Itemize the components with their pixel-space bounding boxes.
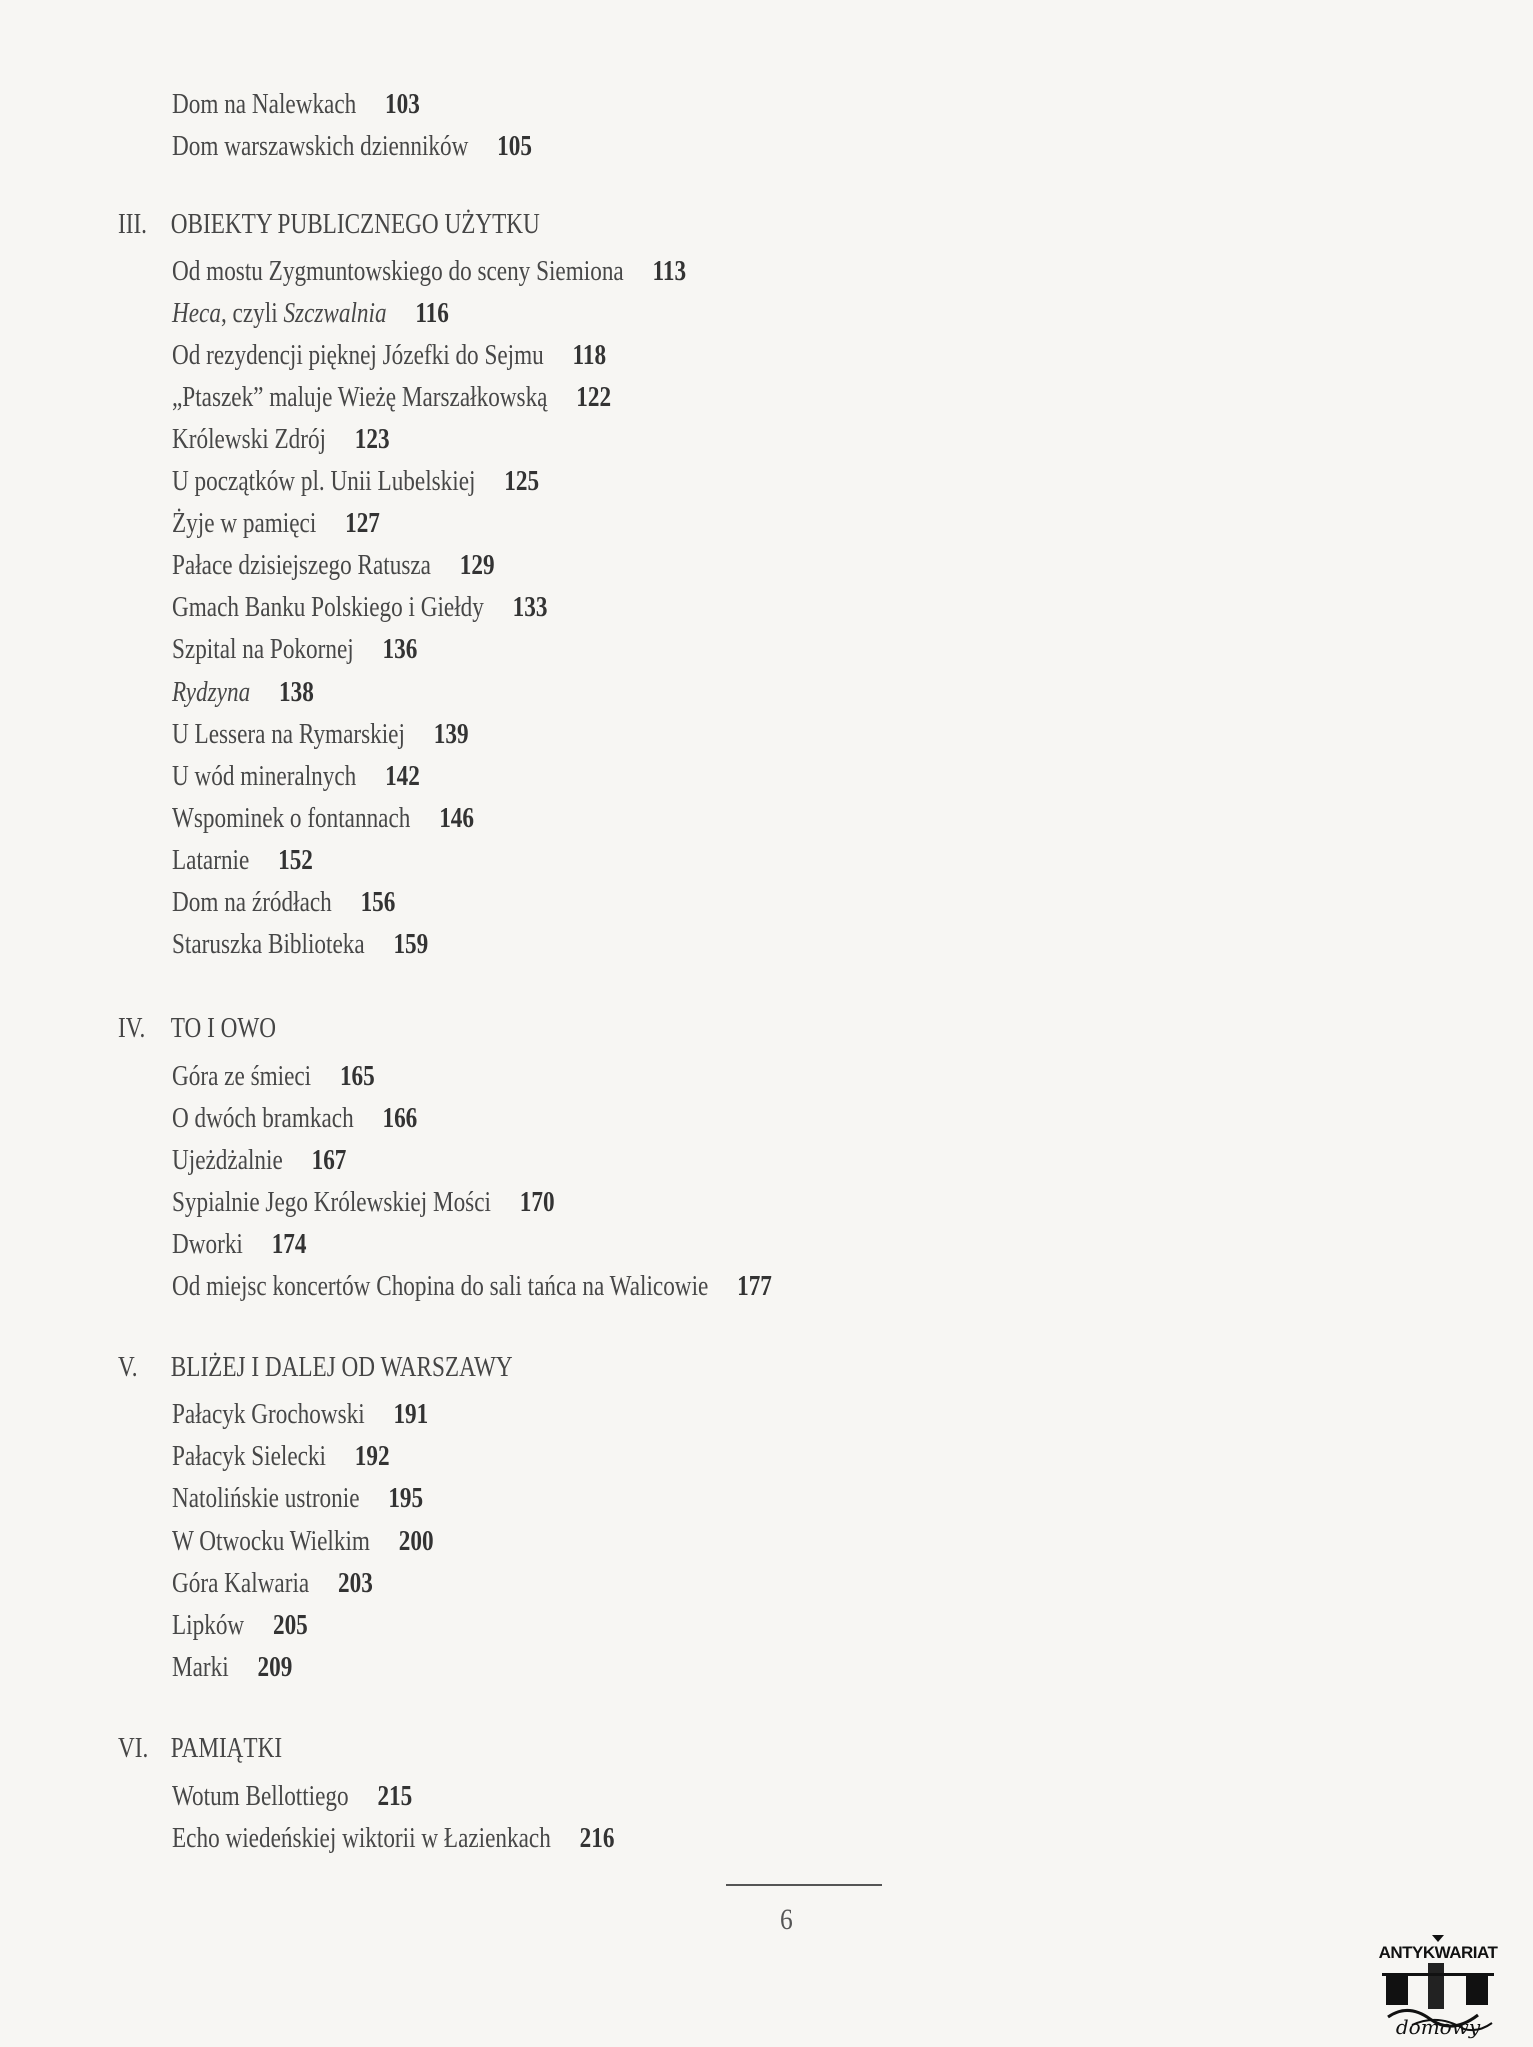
entry-title-part: U wód mineralnych bbox=[172, 760, 357, 792]
toc-entry bbox=[172, 758, 420, 794]
entry-title-part: Dom na źródłach bbox=[172, 886, 332, 918]
section-title: PAMIĄTKI bbox=[170, 1732, 283, 1764]
toc-entry bbox=[172, 337, 606, 373]
entry-title bbox=[172, 802, 410, 834]
entry-page-number: 105 bbox=[497, 130, 532, 162]
toc-entry bbox=[172, 842, 313, 878]
stamp-mark-icon bbox=[1368, 1933, 1508, 2039]
toc-entry bbox=[172, 505, 380, 541]
toc-entry bbox=[172, 1184, 555, 1220]
entry-title-part: Latarnie bbox=[172, 844, 250, 876]
page-number: 6 bbox=[780, 1903, 793, 1936]
entry-title bbox=[172, 423, 326, 455]
entry-title-part: W Otwocku Wielkim bbox=[172, 1525, 370, 1557]
entry-title bbox=[172, 465, 475, 497]
section-heading bbox=[118, 1010, 276, 1046]
entry-page-number: 216 bbox=[579, 1822, 615, 1854]
entry-title bbox=[172, 1060, 311, 1092]
entry-title-part: Dom na Nalewkach bbox=[172, 88, 357, 120]
entry-page-number: 174 bbox=[271, 1228, 307, 1260]
footer-rule bbox=[726, 1884, 882, 1886]
entry-title bbox=[172, 844, 249, 876]
entry-title-part: Wspominek o fontannach bbox=[172, 802, 411, 834]
entry-page-number: 142 bbox=[385, 760, 420, 792]
entry-page-number: 159 bbox=[393, 928, 429, 960]
toc-entry bbox=[172, 295, 449, 331]
entry-title-part: Rydzyna bbox=[172, 676, 251, 708]
entry-title bbox=[172, 130, 468, 162]
entry-page-number: 127 bbox=[345, 507, 380, 539]
entry-page-number: 129 bbox=[459, 549, 495, 581]
toc-entry bbox=[172, 1226, 306, 1262]
entry-title bbox=[172, 1398, 365, 1430]
entry-title-part: Pałacyk Sielecki bbox=[172, 1440, 326, 1472]
entry-title-part: „Ptaszek” maluje Wieżę Marszałkowską bbox=[172, 381, 548, 413]
entry-title bbox=[172, 339, 544, 371]
section-title: BLIŻEJ I DALEJ OD WARSZAWY bbox=[170, 1351, 513, 1383]
entry-title-part: Szczwalnia bbox=[283, 297, 387, 329]
entry-title-part: Pałacyk Grochowski bbox=[172, 1398, 365, 1430]
entry-title-part: Lipków bbox=[172, 1609, 245, 1641]
entry-title-part: O dwóch bramkach bbox=[172, 1102, 354, 1134]
entry-title bbox=[172, 381, 547, 413]
entry-title-part: Od miejsc koncertów Chopina do sali tańca na Walicowie bbox=[172, 1270, 709, 1302]
toc-entry bbox=[172, 1142, 346, 1178]
toc-entry bbox=[172, 253, 686, 289]
entry-title bbox=[172, 1567, 309, 1599]
entry-page-number: 195 bbox=[388, 1482, 424, 1514]
toc-entry bbox=[172, 1438, 390, 1474]
toc-entry bbox=[172, 1523, 434, 1559]
entry-title-part: Góra ze śmieci bbox=[172, 1060, 312, 1092]
entry-title bbox=[172, 1440, 326, 1472]
svg-text:domowy: domowy bbox=[1395, 2015, 1481, 2039]
section-title: OBIEKTY PUBLICZNEGO UŻYTKU bbox=[170, 208, 540, 240]
entry-page-number: 146 bbox=[439, 802, 474, 834]
entry-page-number: 139 bbox=[433, 718, 469, 750]
entry-page-number: 170 bbox=[519, 1186, 555, 1218]
entry-title bbox=[172, 633, 354, 665]
toc-entry bbox=[172, 631, 417, 667]
entry-title bbox=[172, 1144, 283, 1176]
entry-title-part: Natolińskie ustronie bbox=[172, 1482, 360, 1514]
entry-title bbox=[172, 886, 332, 918]
section-heading bbox=[118, 1730, 282, 1766]
entry-page-number: 152 bbox=[278, 844, 313, 876]
toc-entry bbox=[172, 86, 420, 122]
entry-title-part: Dom warszawskich dzienników bbox=[172, 130, 469, 162]
entry-page-number: 200 bbox=[398, 1525, 434, 1557]
entry-title-part: Gmach Banku Polskiego i Giełdy bbox=[172, 591, 484, 623]
entry-title bbox=[172, 1270, 708, 1302]
entry-title-part: U Lessera na Rymarskiej bbox=[172, 718, 405, 750]
entry-page-number: 203 bbox=[338, 1567, 373, 1599]
toc-entry bbox=[172, 884, 395, 920]
entry-title-part: Marki bbox=[172, 1651, 229, 1683]
entry-title-part: Echo wiedeńskiej wiktorii w Łazienkach bbox=[172, 1822, 551, 1854]
entry-page-number: 133 bbox=[512, 591, 548, 623]
entry-page-number: 136 bbox=[382, 633, 418, 665]
entry-page-number: 138 bbox=[278, 676, 314, 708]
entry-title bbox=[172, 1609, 244, 1641]
toc-entry bbox=[172, 1396, 428, 1432]
entry-title bbox=[172, 760, 356, 792]
entry-title bbox=[172, 1482, 360, 1514]
entry-title bbox=[172, 549, 431, 581]
entry-title bbox=[172, 718, 405, 750]
entry-title bbox=[172, 591, 484, 623]
toc-entry bbox=[172, 1649, 292, 1685]
entry-page-number: 123 bbox=[354, 423, 390, 455]
entry-title bbox=[172, 1525, 370, 1557]
entry-page-number: 209 bbox=[257, 1651, 293, 1683]
toc-entry bbox=[172, 1820, 614, 1856]
entry-title-part: Szpital na Pokornej bbox=[172, 633, 354, 665]
toc-entry bbox=[172, 1480, 423, 1516]
entry-title bbox=[172, 1102, 354, 1134]
section-number: III. bbox=[118, 208, 147, 240]
entry-title-part: U początków pl. Unii Lubelskiej bbox=[172, 465, 476, 497]
entry-title-part: Pałace dzisiejszego Ratusza bbox=[172, 549, 431, 581]
entry-title-part: Żyje w pamięci bbox=[172, 507, 317, 539]
toc-entry bbox=[172, 674, 314, 710]
section-number: IV. bbox=[118, 1012, 146, 1044]
entry-title-part: Od mostu Zygmuntowskiego do sceny Siemiona bbox=[172, 255, 624, 287]
toc-entry bbox=[172, 1778, 412, 1814]
section-number: V. bbox=[118, 1351, 138, 1383]
entry-title bbox=[172, 1780, 349, 1812]
entry-title bbox=[172, 88, 356, 120]
toc-entry bbox=[172, 421, 390, 457]
entry-page-number: 191 bbox=[393, 1398, 429, 1430]
entry-page-number: 116 bbox=[415, 297, 449, 329]
antykwariat-stamp bbox=[1368, 1933, 1508, 2039]
entry-page-number: 192 bbox=[354, 1440, 390, 1472]
section-number: VI. bbox=[118, 1732, 149, 1764]
section-heading bbox=[118, 1349, 513, 1385]
toc-entry bbox=[172, 800, 474, 836]
entry-title bbox=[172, 297, 387, 329]
toc-entry bbox=[172, 589, 547, 625]
entry-title-part: Góra Kalwaria bbox=[172, 1567, 310, 1599]
entry-title bbox=[172, 928, 365, 960]
toc-entry bbox=[172, 1100, 417, 1136]
entry-title-part: Królewski Zdrój bbox=[172, 423, 326, 455]
entry-page-number: 177 bbox=[737, 1270, 772, 1302]
entry-title-part: Sypialnie Jego Królewskiej Mości bbox=[172, 1186, 491, 1218]
toc-entry bbox=[172, 1058, 375, 1094]
entry-title-part: Staruszka Biblioteka bbox=[172, 928, 365, 960]
entry-title bbox=[172, 1186, 491, 1218]
entry-page-number: 205 bbox=[272, 1609, 308, 1641]
entry-page-number: 166 bbox=[382, 1102, 418, 1134]
toc-entry bbox=[172, 1607, 308, 1643]
entry-title bbox=[172, 676, 250, 708]
entry-page-number: 165 bbox=[339, 1060, 375, 1092]
entry-title bbox=[172, 507, 316, 539]
toc-entry bbox=[172, 463, 539, 499]
entry-title bbox=[172, 1228, 243, 1260]
entry-page-number: 118 bbox=[572, 339, 607, 371]
section-heading bbox=[118, 206, 540, 242]
entry-title-part: Od rezydencji pięknej Józefki do Sejmu bbox=[172, 339, 544, 371]
entry-title bbox=[172, 255, 624, 287]
toc-entry bbox=[172, 716, 469, 752]
entry-page-number: 122 bbox=[576, 381, 612, 413]
entry-page-number: 156 bbox=[360, 886, 396, 918]
entry-page-number: 167 bbox=[311, 1144, 347, 1176]
entry-title-part: Heca bbox=[172, 297, 221, 329]
stamp-text: ANTYKWARIAT bbox=[1378, 1943, 1498, 1962]
entry-title-part: Dworki bbox=[172, 1228, 243, 1260]
toc-entry bbox=[172, 547, 495, 583]
section-title: TO I OWO bbox=[170, 1012, 277, 1044]
toc-entry bbox=[172, 128, 532, 164]
entry-title bbox=[172, 1651, 229, 1683]
entry-title-part: Wotum Bellottiego bbox=[172, 1780, 349, 1812]
toc-entry bbox=[172, 926, 428, 962]
entry-title-part: Ujeżdżalnie bbox=[172, 1144, 283, 1176]
toc-entry bbox=[172, 379, 611, 415]
entry-page-number: 125 bbox=[504, 465, 540, 497]
entry-title-part: , czyli bbox=[220, 297, 284, 329]
toc-entry bbox=[172, 1565, 373, 1601]
entry-title bbox=[172, 1822, 551, 1854]
entry-page-number: 113 bbox=[652, 255, 687, 287]
entry-page-number: 103 bbox=[385, 88, 420, 120]
toc-entry bbox=[172, 1268, 772, 1304]
entry-page-number: 215 bbox=[377, 1780, 413, 1812]
